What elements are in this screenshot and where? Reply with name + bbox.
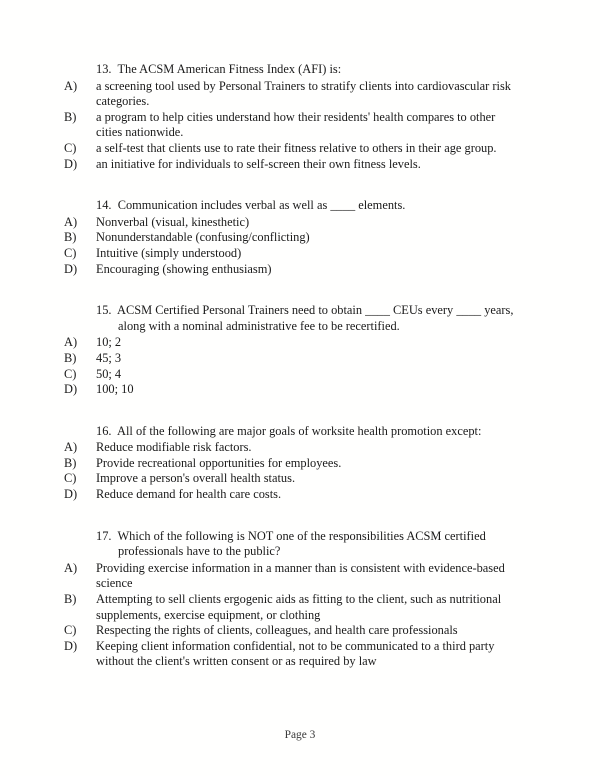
option-text: Keeping client information confidential, not to be communicated to a third party without the client's written consent or as required by law <box>96 638 495 669</box>
question-block <box>62 62 524 172</box>
answer-option[interactable] <box>62 246 524 262</box>
question-text: The ACSM American Fitness Index (AFI) is: <box>117 62 342 76</box>
answer-option[interactable] <box>62 157 524 173</box>
option-text: 100; 10 <box>96 382 134 397</box>
option-label: A) <box>64 440 78 455</box>
question-number: 17. <box>96 528 112 543</box>
option-label: C) <box>64 366 77 381</box>
question-text: All of the following are major goals of worksite health promotion except: <box>117 423 482 438</box>
option-label: D) <box>64 487 78 502</box>
option-text: Attempting to sell clients ergogenic aids as fitting to the client, such as nutritional supplements, exercise equipment, or clothing <box>96 592 502 622</box>
answer-option[interactable] <box>62 79 524 110</box>
option-text: 10; 2 <box>96 335 122 350</box>
answer-option[interactable] <box>62 561 524 592</box>
option-text: Reduce modifiable risk factors. <box>96 440 252 455</box>
answer-option[interactable] <box>62 335 524 351</box>
option-label: D) <box>64 156 78 171</box>
answer-option[interactable] <box>62 141 524 157</box>
answer-option[interactable] <box>62 639 524 670</box>
question-block <box>62 424 524 503</box>
option-text: Nonverbal (visual, kinesthetic) <box>96 214 250 229</box>
answer-option[interactable] <box>62 367 524 383</box>
option-label: B) <box>64 109 77 124</box>
answer-option[interactable] <box>62 351 524 367</box>
question-number: 14. <box>96 198 112 213</box>
question-number: 16. <box>96 423 112 438</box>
option-text: Respecting the rights of clients, colleagues, and health care professionals <box>96 623 458 638</box>
question-text: ACSM Certified Personal Trainers need to obtain ____ CEUs every ____ years, along with a nominal administrative fee to be recertified. <box>117 303 514 333</box>
option-label: A) <box>64 335 78 350</box>
answer-option[interactable] <box>62 471 524 487</box>
answer-option[interactable] <box>62 215 524 231</box>
option-label: D) <box>64 261 78 276</box>
option-label: A) <box>64 560 78 575</box>
question-number: 13. <box>96 62 112 76</box>
option-label: A) <box>64 214 78 229</box>
question-stem <box>62 303 524 334</box>
question-stem <box>62 529 524 560</box>
answer-option[interactable] <box>62 487 524 503</box>
question-list <box>62 62 524 670</box>
answer-option[interactable] <box>62 230 524 246</box>
answer-option[interactable] <box>62 382 524 398</box>
option-label: C) <box>64 471 77 486</box>
question-stem <box>62 424 524 440</box>
question-block <box>62 529 524 670</box>
option-text: Providing exercise information in a manner than is consistent with evidence-based science <box>96 560 505 591</box>
option-text: Reduce demand for health care costs. <box>96 487 282 502</box>
option-label: B) <box>64 455 77 470</box>
option-label: B) <box>64 592 77 607</box>
option-label: C) <box>64 140 77 155</box>
option-text: Improve a person's overall health status. <box>96 471 296 486</box>
question-text: Which of the following is NOT one of the responsibilities ACSM certified professionals have to the public? <box>117 528 486 559</box>
option-text: an initiative for individuals to self-screen their own fitness levels. <box>96 156 421 171</box>
option-text: a screening tool used by Personal Trainers to stratify clients into cardiovascular risk categories. <box>96 78 511 109</box>
option-text: 50; 4 <box>96 366 122 381</box>
option-label: C) <box>64 245 77 260</box>
option-label: D) <box>64 638 78 653</box>
question-block <box>62 198 524 277</box>
question-text: Communication includes verbal as well as ____ elements. <box>117 198 406 213</box>
option-text: Provide recreational opportunities for employees. <box>96 455 342 470</box>
option-text: a self-test that clients use to rate their fitness relative to others in their age group. <box>96 140 497 155</box>
option-text: Encouraging (showing enthusiasm) <box>96 261 272 276</box>
option-label: C) <box>64 623 77 638</box>
option-label: B) <box>64 230 77 245</box>
question-stem <box>62 198 524 214</box>
option-text: Nonunderstandable (confusing/conflicting) <box>96 230 310 245</box>
option-text: a program to help cities understand how their residents' health compares to other cities nationwide. <box>96 109 496 140</box>
option-label: D) <box>64 382 78 397</box>
answer-option[interactable] <box>62 623 524 639</box>
page-footer: Page 3 <box>284 729 316 741</box>
answer-option[interactable] <box>62 592 524 623</box>
answer-option[interactable] <box>62 456 524 472</box>
answer-option[interactable] <box>62 110 524 141</box>
option-label: B) <box>64 350 77 365</box>
question-number: 15. <box>96 303 112 318</box>
question-stem <box>62 62 524 78</box>
option-label: A) <box>64 78 78 93</box>
answer-option[interactable] <box>62 440 524 456</box>
question-block <box>62 303 524 398</box>
answer-option[interactable] <box>62 262 524 278</box>
option-text: 45; 3 <box>96 350 122 365</box>
option-text: Intuitive (simply understood) <box>96 245 242 260</box>
